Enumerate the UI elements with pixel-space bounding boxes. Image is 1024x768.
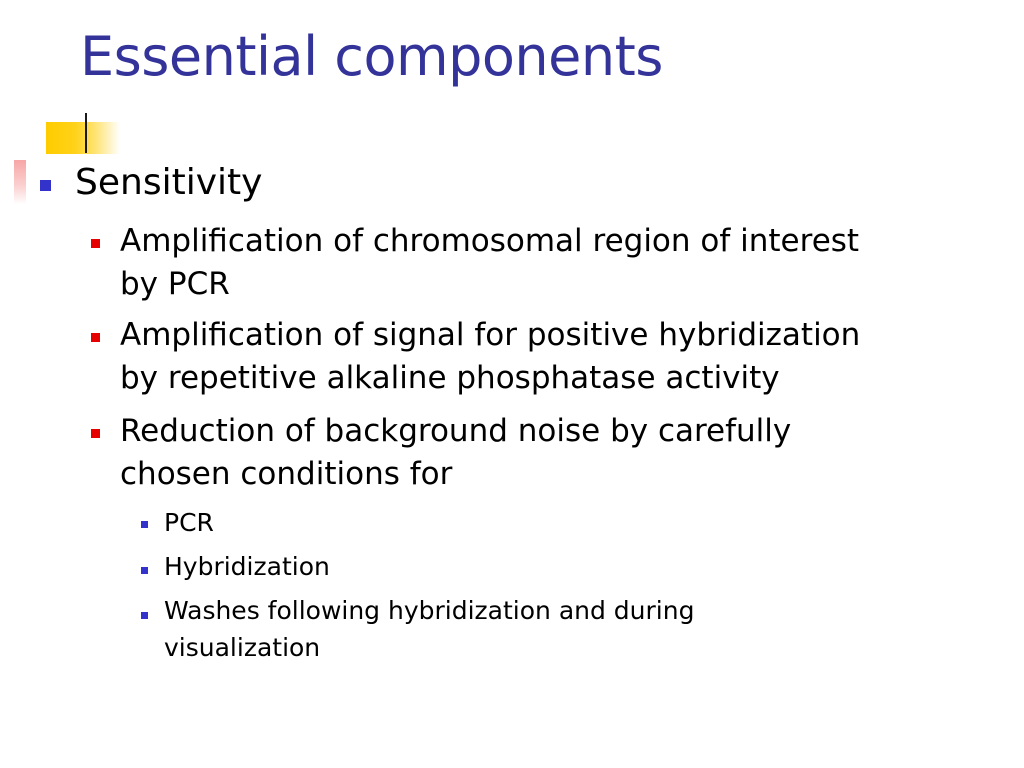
bullet-square-icon: [91, 333, 100, 342]
bullet-square-icon: [141, 612, 148, 619]
bullet-square-icon: [141, 521, 148, 528]
bullet-square-icon: [40, 180, 51, 191]
bullet-level3-item3-line2: visualization: [164, 633, 321, 662]
bullet-level3-item1: PCR: [164, 508, 214, 537]
bullet-square-icon: [91, 429, 100, 438]
bullet-level1-sensitivity: Sensitivity: [75, 162, 263, 203]
bullet-square-icon: [91, 239, 100, 248]
yellow-accent-block: [46, 122, 120, 154]
text-cursor-line: [85, 113, 87, 153]
bullet-level2-item1-line2: by PCR: [120, 266, 230, 302]
bullet-level3-item3-line1: Washes following hybridization and during: [164, 596, 695, 625]
bullet-level3-item2: Hybridization: [164, 552, 330, 581]
bullet-level2-item1-line1: Amplification of chromosomal region of interest: [120, 223, 860, 259]
bullet-level2-item2-line1: Amplification of signal for positive hybridization: [120, 317, 861, 353]
bullet-square-icon: [141, 567, 148, 574]
bullet-level2-item2-line2: by repetitive alkaline phosphatase activity: [120, 360, 780, 396]
red-accent-bar: [14, 160, 26, 204]
bullet-level2-item3-line2: chosen conditions for: [120, 456, 453, 492]
slide-title: Essential components: [80, 25, 663, 88]
bullet-level2-item3-line1: Reduction of background noise by carefully: [120, 413, 792, 449]
